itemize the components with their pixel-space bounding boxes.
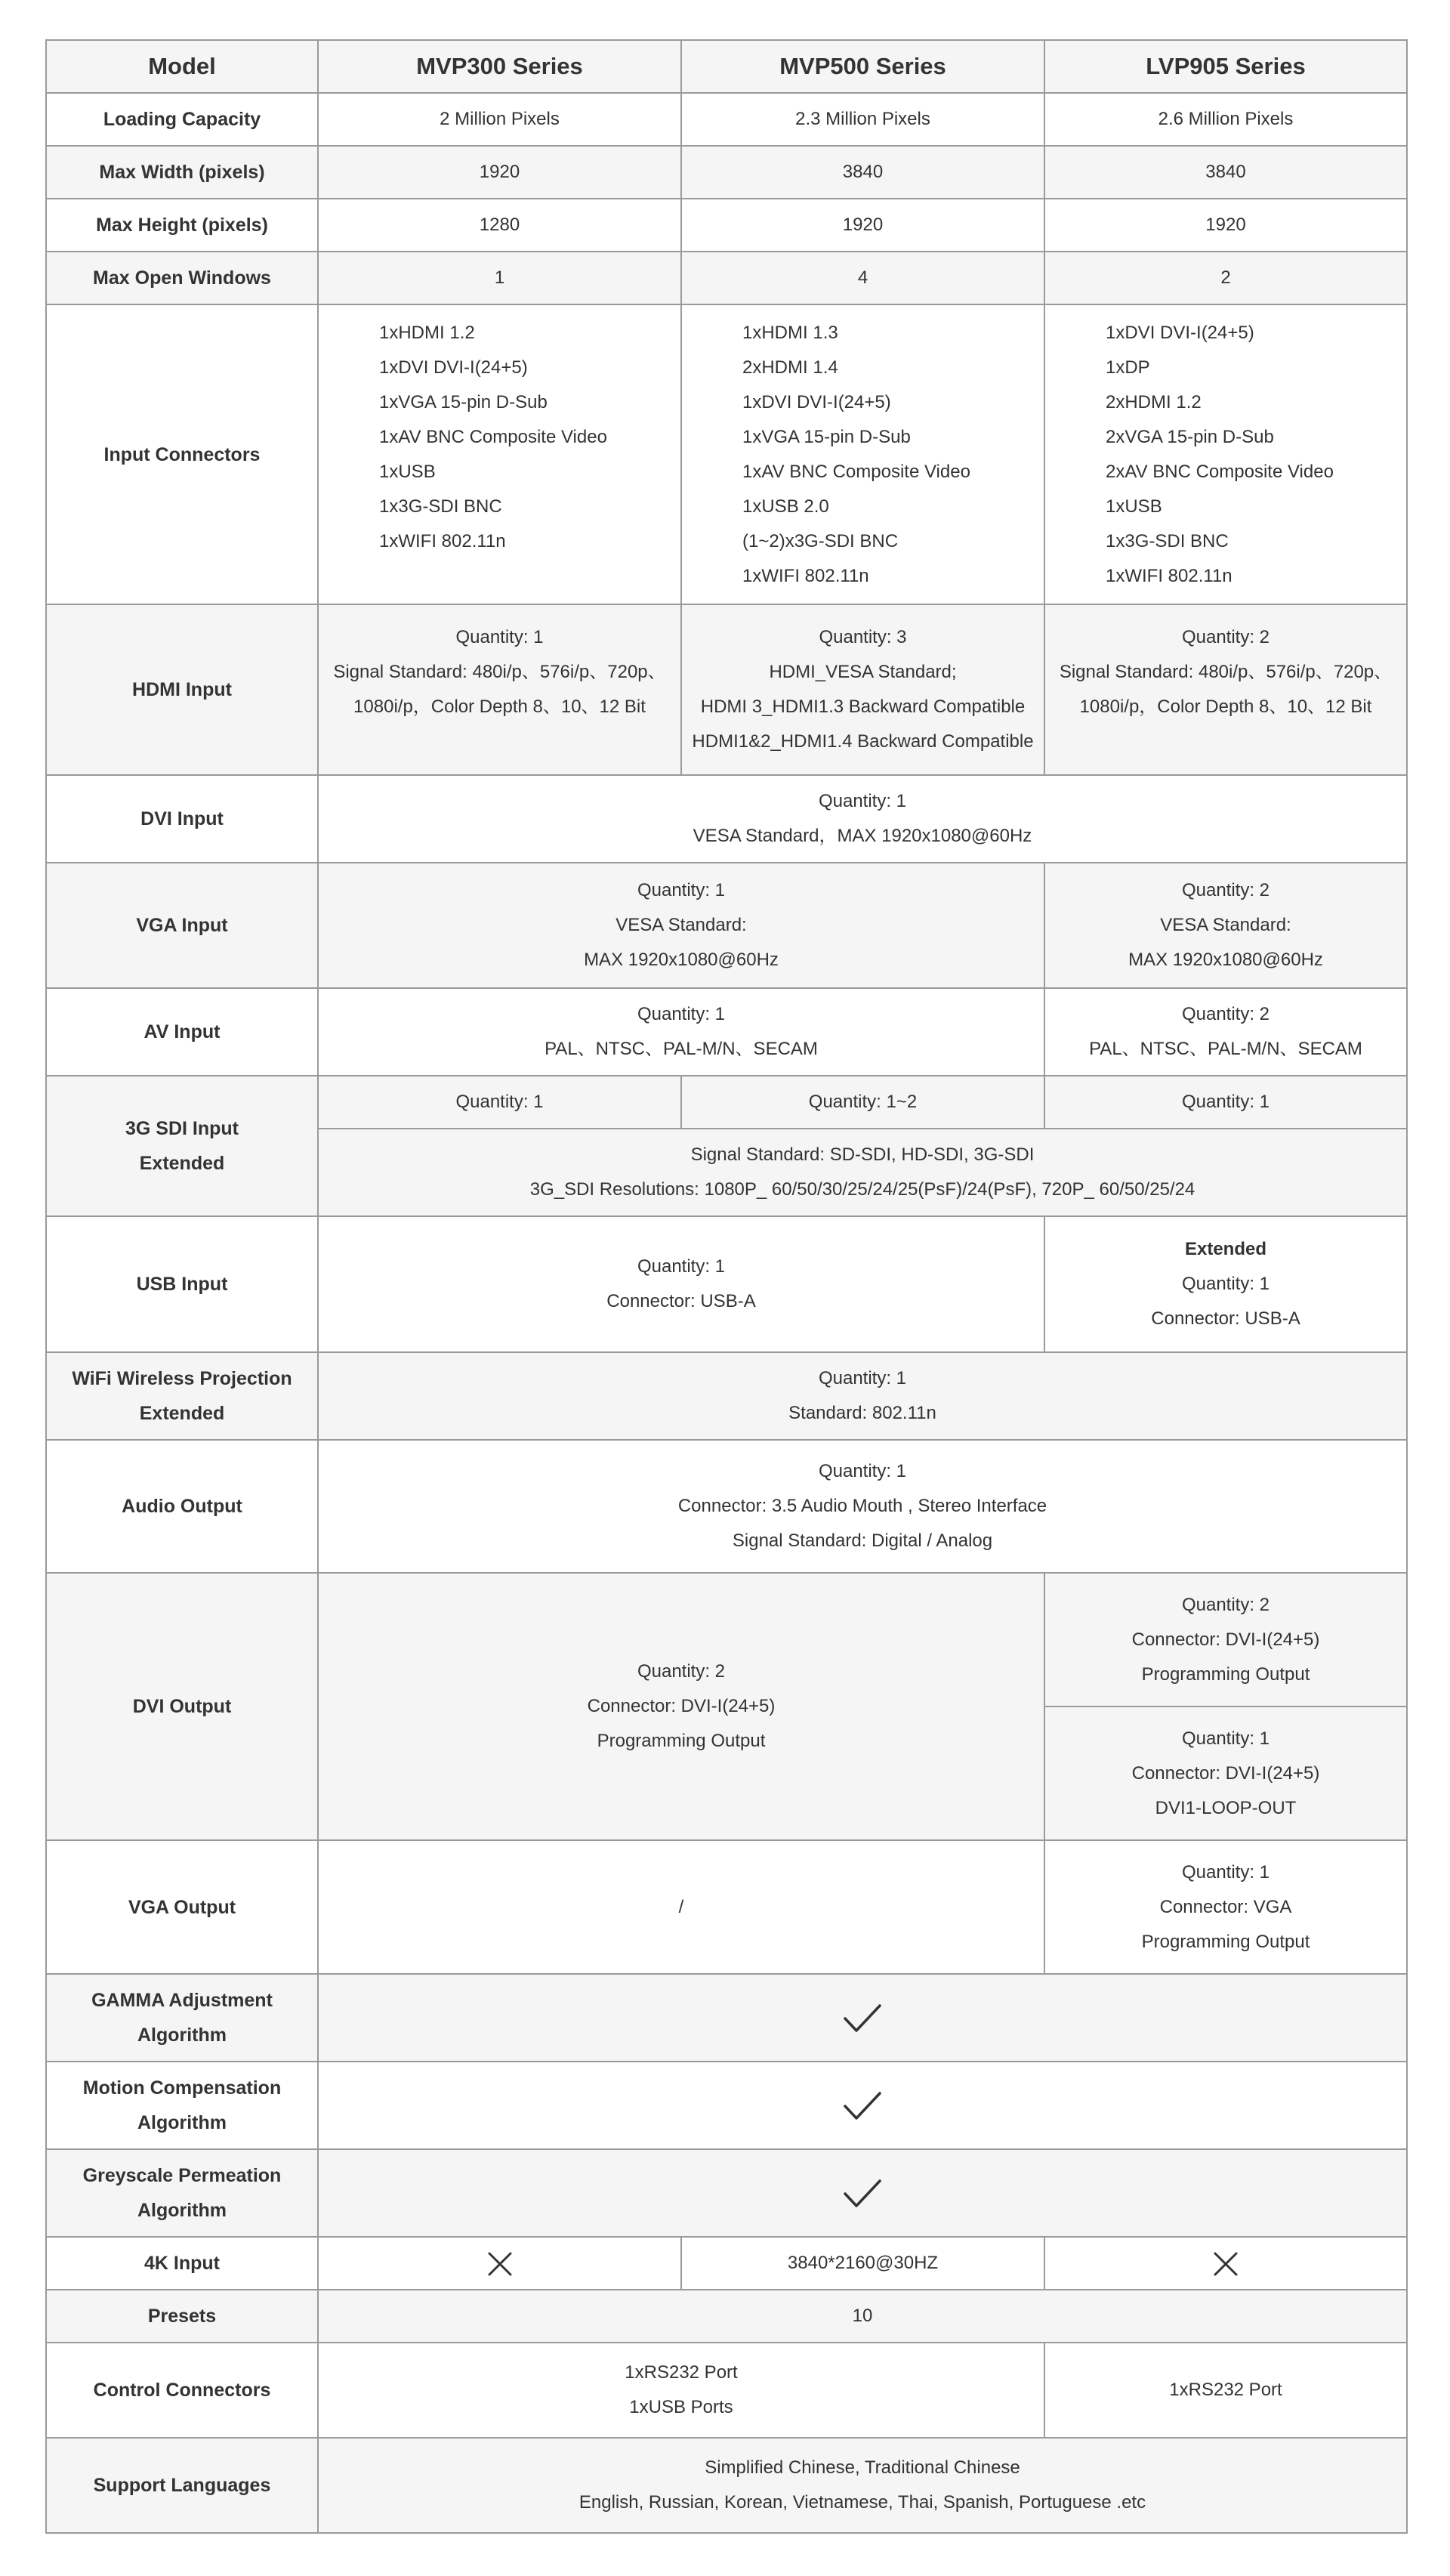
row-label: Input Connectors	[46, 304, 318, 604]
row-label: Max Height (pixels)	[46, 199, 318, 252]
label-line: Extended	[139, 1403, 225, 1424]
control-connectors-row	[46, 2343, 1407, 2438]
label-line: Motion Compensation	[82, 2077, 282, 2099]
cell-all	[318, 1352, 1407, 1440]
cell-line: Quantity: 1	[1181, 1274, 1270, 1294]
connector-item: (1~2)x3G-SDI BNC	[742, 530, 899, 551]
connector-item: 1xDVI DVI-I(24+5)	[379, 357, 528, 378]
vga-input-row	[46, 863, 1407, 988]
cell-lvp905: 1xRS232 Port	[1044, 2343, 1407, 2438]
cell-line: Signal Standard: Digital / Analog	[732, 1530, 993, 1551]
cell-line: Quantity: 2	[1181, 1594, 1270, 1615]
cell-line: Connector: VGA	[1159, 1896, 1292, 1917]
cell-line: 1xUSB Ports	[629, 2397, 733, 2417]
cell-lvp905	[1044, 1216, 1407, 1352]
header-row	[46, 40, 1407, 93]
cell-line: 1080i/p，Color Depth 8、10、12 Bit	[1079, 697, 1372, 717]
cell-line: English, Russian, Korean, Vietnamese, Thai, Spanish, Portuguese .etc	[578, 2492, 1146, 2513]
cell-lvp905: 3840	[1044, 146, 1407, 199]
cell-lvp905: 2.6 Million Pixels	[1044, 93, 1407, 146]
label-line: Extended	[139, 1153, 225, 1174]
cell-line: Signal Standard: 480i/p、576i/p、720p、	[1059, 662, 1393, 682]
connector-item: 1xHDMI 1.3	[742, 322, 838, 343]
cross-icon	[1213, 2251, 1239, 2277]
cell-lvp905	[1044, 2237, 1407, 2290]
wifi-row	[46, 1352, 1407, 1440]
cell-mvp: /	[318, 1840, 1044, 1974]
cell-line: DVI1-LOOP-OUT	[1155, 1797, 1297, 1818]
cell-line: MAX 1920x1080@60Hz	[1128, 950, 1323, 970]
label-line: Algorithm	[137, 2112, 227, 2133]
cell-line: Signal Standard: 480i/p、576i/p、720p、	[333, 662, 666, 682]
cell-mvp300	[318, 604, 681, 775]
cell-line: Quantity: 1	[455, 627, 544, 647]
cell-line: Quantity: 1	[1181, 1728, 1270, 1749]
audio-output-row	[46, 1440, 1407, 1573]
connector-item: 1xVGA 15-pin D-Sub	[742, 426, 911, 447]
cell-line: HDMI1&2_HDMI1.4 Backward Compatible	[692, 731, 1034, 752]
connector-item: 2xVGA 15-pin D-Sub	[1106, 426, 1274, 447]
label-line: GAMMA Adjustment	[91, 1990, 273, 2011]
cell-line: Quantity: 1	[818, 1368, 907, 1388]
cell-line: Connector: USB-A	[606, 1291, 756, 1311]
row-label: Audio Output	[46, 1440, 318, 1573]
av-input-row	[46, 988, 1407, 1076]
cell-lvp905	[1044, 988, 1407, 1076]
cell-lvp905: 1920	[1044, 199, 1407, 252]
max-width-row	[46, 146, 1407, 199]
connector-item: 1xUSB	[379, 461, 436, 482]
dvi-input-row	[46, 775, 1407, 863]
cell-mvp	[318, 2343, 1044, 2438]
connector-item: 1xWIFI 802.11n	[742, 565, 869, 586]
connector-item: 1x3G-SDI BNC	[379, 496, 502, 517]
hdmi-input-row	[46, 604, 1407, 775]
cell-line: Quantity: 1	[637, 1256, 726, 1277]
cell-mvp	[318, 863, 1044, 988]
connector-item: 2xHDMI 1.2	[1106, 391, 1202, 412]
cell-lvp905	[1044, 1840, 1407, 1974]
cell-all	[318, 2149, 1407, 2237]
cell-line: Connector: DVI-I(24+5)	[1131, 1629, 1320, 1650]
cell-line: PAL、NTSC、PAL-M/N、SECAM	[1089, 1039, 1362, 1059]
connector-item: 1xUSB 2.0	[742, 496, 829, 517]
cell-line: 1xRS232 Port	[625, 2362, 738, 2383]
cell-line: 3G_SDI Resolutions: 1080P_ 60/50/30/25/24/25(PsF)/24(PsF), 720P_ 60/50/25/24	[529, 1179, 1195, 1200]
spec-comparison-table	[45, 39, 1408, 2534]
connector-item: 1xDVI DVI-I(24+5)	[1106, 322, 1254, 343]
connector-item: 2xHDMI 1.4	[742, 357, 838, 378]
label-line: Algorithm	[137, 2025, 227, 2046]
cell-mvp300: 2 Million Pixels	[318, 93, 681, 146]
extended-title: Extended	[1184, 1239, 1267, 1259]
support-languages-row	[46, 2438, 1407, 2533]
cell-mvp500	[681, 304, 1044, 604]
cell-line: Connector: 3.5 Audio Mouth , Stereo Interface	[677, 1496, 1047, 1516]
label-line: WiFi Wireless Projection	[72, 1368, 292, 1389]
cell-mvp	[318, 988, 1044, 1076]
check-icon	[843, 2091, 882, 2121]
row-label	[46, 1974, 318, 2062]
cell-line: Connector: DVI-I(24+5)	[1131, 1762, 1320, 1784]
cell-line: Quantity: 1	[637, 1004, 726, 1024]
cell-mvp300: 1	[318, 252, 681, 304]
row-label	[46, 2062, 318, 2149]
label-line: Algorithm	[137, 2200, 227, 2221]
label-line: 3G SDI Input	[125, 1118, 239, 1139]
usb-input-row	[46, 1216, 1407, 1352]
cell-line: Programming Output	[1141, 1931, 1310, 1952]
row-label: USB Input	[46, 1216, 318, 1352]
cell-lvp905	[1044, 1573, 1407, 1707]
cell-mvp300	[318, 304, 681, 604]
cell-line: Quantity: 2	[1181, 880, 1270, 900]
cell-lvp905	[1044, 304, 1407, 604]
mvp300-header: MVP300 Series	[318, 40, 681, 93]
cell-all	[318, 1129, 1407, 1216]
cell-line: Programming Output	[597, 1731, 766, 1751]
cell-line: Quantity: 2	[1181, 627, 1270, 647]
cell-mvp300	[318, 2237, 681, 2290]
loading-capacity-row	[46, 93, 1407, 146]
cell-mvp500: 1920	[681, 199, 1044, 252]
cell-line: Connector: DVI-I(24+5)	[587, 1696, 776, 1716]
cell-line: Quantity: 1	[1181, 1861, 1270, 1883]
lvp905-header: LVP905 Series	[1044, 40, 1407, 93]
cell-lvp905	[1044, 1707, 1407, 1840]
cell-line: Quantity: 2	[1181, 1004, 1270, 1024]
cell-mvp500	[681, 604, 1044, 775]
row-label: Presets	[46, 2290, 318, 2343]
cell-all	[318, 1440, 1407, 1573]
dvi-output-row	[46, 1573, 1407, 1707]
presets-row	[46, 2290, 1407, 2343]
cell-all: 10	[318, 2290, 1407, 2343]
cell-all	[318, 2062, 1407, 2149]
row-label: DVI Input	[46, 775, 318, 863]
row-label: VGA Output	[46, 1840, 318, 1974]
connector-item: 1xUSB	[1106, 496, 1162, 517]
connector-item: 1xWIFI 802.11n	[1106, 565, 1232, 586]
cell-all	[318, 1974, 1407, 2062]
check-icon	[843, 2179, 882, 2209]
row-label: Max Open Windows	[46, 252, 318, 304]
row-label	[46, 1352, 318, 1440]
cell-line: Quantity: 1	[637, 880, 726, 900]
cell-line: VESA Standard:	[1160, 915, 1291, 935]
cell-mvp500: 3840*2160@30HZ	[681, 2237, 1044, 2290]
vga-output-row	[46, 1840, 1407, 1974]
row-label: Control Connectors	[46, 2343, 318, 2438]
row-label: AV Input	[46, 988, 318, 1076]
cell-lvp905	[1044, 863, 1407, 988]
input-4k-row	[46, 2237, 1407, 2290]
cell-line: 1080i/p，Color Depth 8、10、12 Bit	[353, 697, 646, 717]
connector-item: 1xAV BNC Composite Video	[379, 426, 607, 447]
row-label	[46, 1076, 318, 1216]
motion-row	[46, 2062, 1407, 2149]
cell-line: PAL、NTSC、PAL-M/N、SECAM	[545, 1039, 818, 1059]
input-connectors-row	[46, 304, 1407, 604]
label-line: Greyscale Permeation	[82, 2165, 282, 2186]
mvp500-header: MVP500 Series	[681, 40, 1044, 93]
cell-line: Connector: USB-A	[1151, 1308, 1300, 1329]
row-label: Support Languages	[46, 2438, 318, 2533]
row-label	[46, 2149, 318, 2237]
greyscale-row	[46, 2149, 1407, 2237]
check-icon	[843, 2003, 882, 2034]
max-height-row	[46, 199, 1407, 252]
cell-mvp500: 4	[681, 252, 1044, 304]
cell-line: VESA Standard:	[615, 915, 747, 935]
cell-line: HDMI 3_HDMI1.3 Backward Compatible	[700, 697, 1026, 717]
cell-lvp905: 2	[1044, 252, 1407, 304]
gamma-row	[46, 1974, 1407, 2062]
cell-line: Simplified Chinese, Traditional Chinese	[705, 2457, 1020, 2478]
row-label: DVI Output	[46, 1573, 318, 1840]
cell-line: Standard: 802.11n	[788, 1403, 936, 1423]
cell-line: Programming Output	[1141, 1663, 1310, 1685]
sdi-input-row	[46, 1076, 1407, 1129]
cross-icon	[487, 2251, 513, 2277]
cell-line: VESA Standard，MAX 1920x1080@60Hz	[693, 826, 1032, 846]
row-label: Max Width (pixels)	[46, 146, 318, 199]
cell-line: Signal Standard: SD-SDI, HD-SDI, 3G-SDI	[690, 1144, 1035, 1165]
cell-mvp500: Quantity: 1~2	[681, 1076, 1044, 1129]
max-open-windows-row	[46, 252, 1407, 304]
cell-mvp	[318, 1216, 1044, 1352]
row-label: VGA Input	[46, 863, 318, 988]
cell-line: HDMI_VESA Standard;	[769, 662, 957, 682]
connector-item: 2xAV BNC Composite Video	[1106, 461, 1334, 482]
connector-item: 1xWIFI 802.11n	[379, 530, 506, 551]
connector-item: 1xAV BNC Composite Video	[742, 461, 970, 482]
connector-item: 1x3G-SDI BNC	[1106, 530, 1229, 551]
cell-lvp905: Quantity: 1	[1044, 1076, 1407, 1129]
connector-item: 1xVGA 15-pin D-Sub	[379, 391, 548, 412]
cell-lvp905	[1044, 604, 1407, 775]
cell-line: Quantity: 3	[819, 627, 907, 647]
cell-mvp300: 1920	[318, 146, 681, 199]
cell-line: Quantity: 2	[637, 1661, 726, 1682]
connector-item: 1xDVI DVI-I(24+5)	[742, 391, 891, 412]
model-header: Model	[46, 40, 318, 93]
row-label: Loading Capacity	[46, 93, 318, 146]
cell-all	[318, 2438, 1407, 2533]
cell-mvp	[318, 1573, 1044, 1840]
cell-line: Quantity: 1	[818, 791, 907, 811]
cell-mvp500: 3840	[681, 146, 1044, 199]
cell-mvp500: 2.3 Million Pixels	[681, 93, 1044, 146]
connector-item: 1xDP	[1106, 357, 1150, 378]
cell-all	[318, 775, 1407, 863]
connector-item: 1xHDMI 1.2	[379, 322, 475, 343]
row-label: 4K Input	[46, 2237, 318, 2290]
cell-line: Quantity: 1	[818, 1461, 907, 1481]
cell-mvp300: 1280	[318, 199, 681, 252]
cell-mvp300: Quantity: 1	[318, 1076, 681, 1129]
row-label: HDMI Input	[46, 604, 318, 775]
cell-line: MAX 1920x1080@60Hz	[584, 950, 779, 970]
